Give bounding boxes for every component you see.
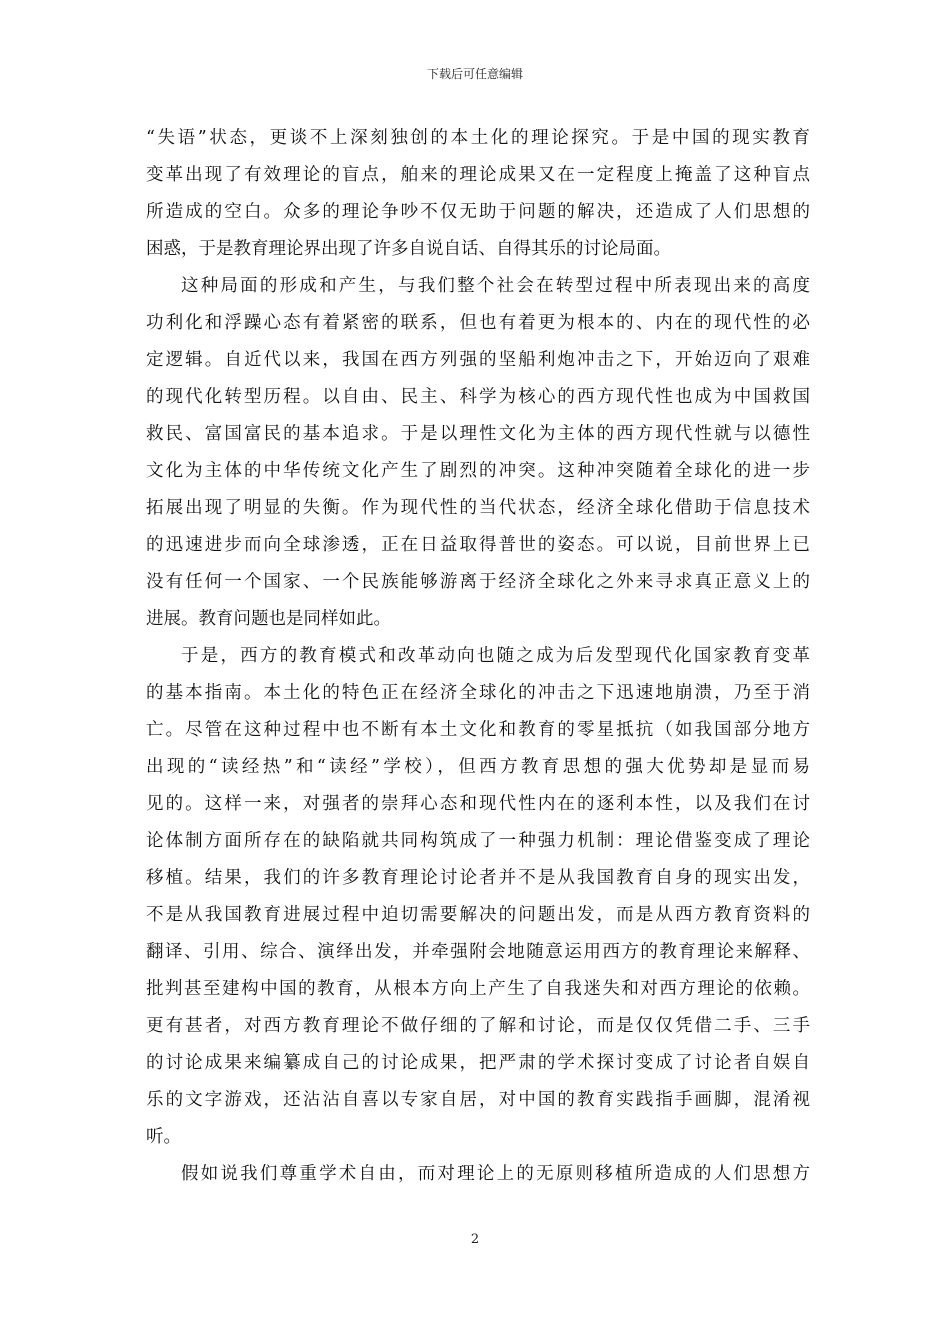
text-line: 批判甚至建构中国的教育，从根本方向上产生了自我迷失和对西方理论的依赖。 — [146, 979, 810, 999]
text-line: 变革出现了有效理论的盲点，舶来的理论成果又在一定程度上掩盖了这种盲点 — [146, 165, 810, 185]
text-line: 更有甚者，对西方教育理论不做仔细的了解和讨论，而是仅仅凭借二手、三手 — [146, 1016, 810, 1036]
page-number: 2 — [470, 1232, 480, 1247]
text-line: 进展。教育问题也是同样如此。 — [146, 609, 391, 629]
text-line: 论体制方面所存在的缺陷就共同构筑成了一种强力机制：理论借鉴变成了理论 — [146, 831, 810, 851]
text-line: 困惑，于是教育理论界出现了许多自说自话、自得其乐的讨论局面。 — [146, 239, 671, 259]
text-line: 出现的“读经热”和“读经”学校），但西方教育思想的强大优势却是显而易 — [146, 757, 810, 777]
text-line: 亡。尽管在这种过程中也不断有本土文化和教育的零星抵抗（如我国部分地方 — [146, 720, 810, 740]
text-line: 移植。结果，我们的许多教育理论讨论者并不是从我国教育自身的现实出发， — [146, 868, 810, 888]
text-line: 救民、富国富民的基本追求。于是以理性文化为主体的西方现代性就与以德性 — [146, 424, 810, 444]
text-line: 乐的文字游戏，还沾沾自喜以专家自居，对中国的教育实践指手画脚，混淆视 — [146, 1090, 810, 1110]
text-line: 文化为主体的中华传统文化产生了剧烈的冲突。这种冲突随着全球化的进一步 — [146, 461, 810, 481]
text-line: “失语”状态，更谈不上深刻独创的本土化的理论探究。于是中国的现实教育 — [146, 128, 810, 148]
page-header: 下载后可任意编辑 — [426, 67, 523, 81]
text-line: 的讨论成果来编纂成自己的讨论成果，把严肃的学术探讨变成了讨论者自娱自 — [146, 1053, 810, 1073]
text-line: 不是从我国教育进展过程中迫切需要解决的问题出发，而是从西方教育资料的 — [146, 905, 810, 925]
text-line: 翻译、引用、综合、演绎出发，并牵强附会地随意运用西方的教育理论来解释、 — [146, 942, 810, 962]
paragraph-first-line: 假如说我们尊重学术自由，而对理论上的无原则移植所造成的人们思想方 — [181, 1164, 810, 1184]
paragraph-first-line: 这种局面的形成和产生，与我们整个社会在转型过程中所表现出来的高度 — [181, 276, 810, 296]
text-line: 的现代化转型历程。以自由、民主、科学为核心的西方现代性也成为中国救国 — [146, 387, 810, 407]
text-line: 听。 — [146, 1127, 181, 1147]
text-line: 没有任何一个国家、一个民族能够游离于经济全球化之外来寻求真正意义上的 — [146, 572, 810, 592]
paragraph-first-line: 于是，西方的教育模式和改革动向也随之成为后发型现代化国家教育变革 — [181, 646, 810, 666]
text-line: 所造成的空白。众多的理论争吵不仅无助于问题的解决，还造成了人们思想的 — [146, 202, 810, 222]
document-body — [146, 120, 810, 1193]
text-line: 功利化和浮躁心态有着紧密的联系，但也有着更为根本的、内在的现代性的必 — [146, 313, 810, 333]
text-line: 的基本指南。本土化的特色正在经济全球化的冲击之下迅速地崩溃，乃至于消 — [146, 683, 810, 703]
text-line: 定逻辑。自近代以来，我国在西方列强的坚船利炮冲击之下，开始迈向了艰难 — [146, 350, 810, 370]
text-line: 见的。这样一来，对强者的崇拜心态和现代性内在的逐利本性，以及我们在讨 — [146, 794, 810, 814]
text-line: 的迅速进步而向全球渗透，正在日益取得普世的姿态。可以说，目前世界上已 — [146, 535, 810, 555]
text-line: 拓展出现了明显的失衡。作为现代性的当代状态，经济全球化借助于信息技术 — [146, 498, 810, 518]
